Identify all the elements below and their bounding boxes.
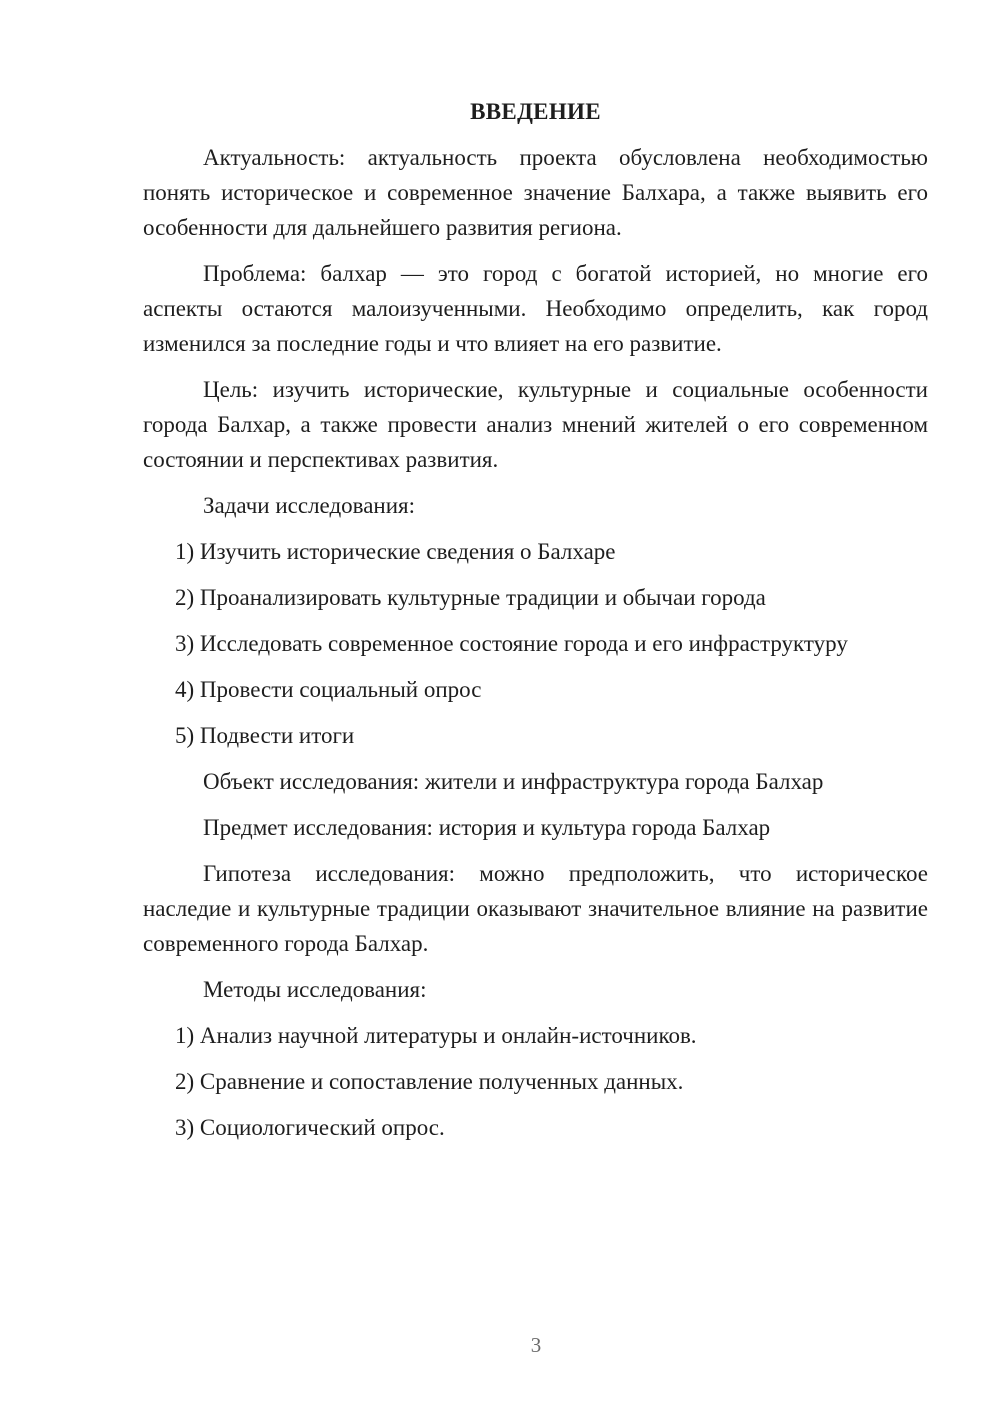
method-item-1: 1) Анализ научной литературы и онлайн-источников. <box>175 1023 697 1048</box>
task-item-5: 5) Подвести итоги <box>175 723 355 748</box>
method-item-2: 2) Сравнение и сопоставление полученных данных. <box>175 1069 684 1094</box>
section-heading: ВВЕДЕНИЕ <box>470 99 601 124</box>
page-content <box>143 94 928 1156</box>
methods-title: Методы исследования: <box>203 977 427 1002</box>
tasks-title: Задачи исследования: <box>203 493 416 518</box>
research-subject: Предмет исследования: история и культура города Балхар <box>203 815 771 840</box>
task-item-2: 2) Проанализировать культурные традиции и обычаи города <box>175 585 766 610</box>
task-item-3: 3) Исследовать современное состояние города и его инфраструктуру <box>175 631 848 656</box>
research-object: Объект исследования: жители и инфраструктура города Балхар <box>203 769 824 794</box>
page-number: 3 <box>530 1333 542 1357</box>
actuality-paragraph: Актуальность: актуальность проекта обусловлена необходимостью понять историческое и современное значение Балхара, а также выявить его особенности для дальнейшего развития региона. <box>143 145 928 240</box>
problem-paragraph: Проблема: балхар — это город с богатой историей, но многие его аспекты остаются малоизученными. Необходимо определить, как город изменился за последние годы и что влияет на его развитие. <box>143 261 928 356</box>
hypothesis-paragraph: Гипотеза исследования: можно предположить, что историческое наследие и культурные традиции оказывают значительное влияние на развитие современного города Балхар. <box>143 861 928 956</box>
goal-paragraph: Цель: изучить исторические, культурные и социальные особенности города Балхар, а также провести анализ мнений жителей о его современном состоянии и перспективах развития. <box>143 377 928 472</box>
task-item-4: 4) Провести социальный опрос <box>175 677 482 702</box>
method-item-3: 3) Социологический опрос. <box>175 1115 445 1140</box>
task-item-1: 1) Изучить исторические сведения о Балхаре <box>175 539 616 564</box>
